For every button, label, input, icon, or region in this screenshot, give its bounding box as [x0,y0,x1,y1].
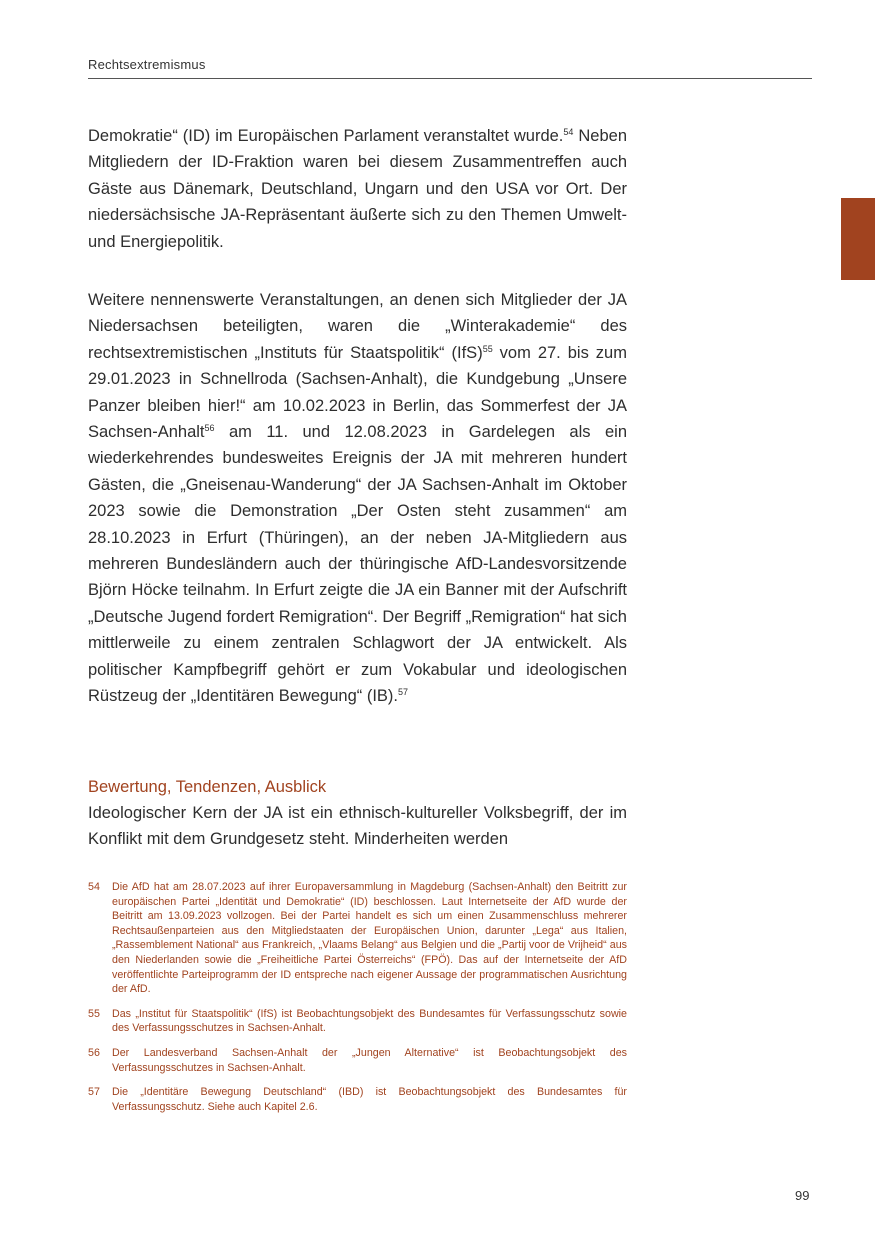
paragraph-2-part-a: Weitere nennenswerte Veranstaltungen, an denen sich Mitglieder der JA Niedersachsen beteiligten, waren die „Winterakademie“ des rechtsextremistischen „Instituts für Staatspolitik“ (IfS) [88,291,627,362]
footnote-text: Der Landesverband Sachsen-Anhalt der „Jungen Alternative“ ist Beobachtungsobjekt des Verfassungsschutzes in Sachsen-Anhalt. [112,1046,627,1074]
paragraph-1-rest: Neben Mitgliedern der ID-Fraktion waren bei diesem Zusammentreffen auch Gäste aus Dänemark, Deutschland, Ungarn und den USA vor Ort. Der niedersächsische JA-Repräsentant äußerte sich zu den Themen Umwelt- und Energiepolitik. [88,127,627,251]
footnote-number: 55 [88,1007,100,1020]
footnote-text: Das „Institut für Staatspolitik“ (IfS) ist Beobachtungsobjekt des Bundesamtes für Verfassungsschutz sowie des Verfassungsschutzes in Sachsen-Anhalt. [112,1007,627,1035]
footnote-ref-56[interactable]: 56 [204,423,215,434]
footnote-number: 54 [88,881,100,893]
paragraph-2-part-b: vom 27. bis zum 29.01.2023 in Schnellroda (Sachsen-Anhalt), die Kundgebung „Unsere Panzer bleiben hier!“ am 10.02.2023 in Berlin, das Sommerfest der JA Sachsen-Anhalt [88,343,627,442]
page-number: 99 [795,1188,810,1203]
footnote-ref-57[interactable]: 57 [398,687,409,698]
header-divider [88,78,812,79]
footnote-text: Die „Identitäre Bewegung Deutschland“ (IBD) ist Beobachtungsobjekt des Bundesamtes für Verfassungsschutz. Siehe auch Kapitel 2.6. [112,1086,627,1113]
footnote-ref-54[interactable]: 54 [563,127,574,137]
paragraph-1 [88,123,627,255]
footnote-55 [88,1007,627,1036]
footnotes-block [88,880,627,1124]
paragraph-3 [88,800,627,853]
footnote-number: 57 [88,1086,100,1099]
footnote-54 [88,880,627,997]
paragraph-3-text: Ideologischer Kern der JA ist ein ethnisch-kultureller Volksbegriff, der im Konflikt mit dem Grundgesetz steht. Minderheiten werden [88,804,627,849]
paragraph-1-text: Demokratie“ (ID) im Europäischen Parlament veranstaltet wurde. [88,127,564,145]
running-header: Rechtsextremismus [88,57,206,72]
footnote-56 [88,1046,627,1075]
footnote-text: Die AfD hat am 28.07.2023 auf ihrer Europaversammlung in Magdeburg (Sachsen-Anhalt) den Beitritt zur europäischen Partei „Identität und Demokratie“ (ID) beschlossen. Laut Internetseite der AfD wurde der Beitritt am 13.09.2023 vollzogen. Bei der Partei handelt es sich um einen Zusammenschluss mehrerer Rechtsaußenparteien aus den Mitgliedstaaten der Europäischen Union, darunter „Lega“ aus Italien, „Rassemblement National“ aus Frankreich, „Vlaams Belang“ aus Belgien und die „Partij voor de Vrijheid“ aus den Niederlanden sowie die „Freiheitliche Partei Österreichs“ (FPÖ). Das auf der Internetseite der AfD veröffentlichte Parteiprogramm der ID entspreche nach eigener Aussage der programmatischen Ausrichtung der AfD. [112,881,627,996]
footnote-57 [88,1085,627,1114]
footnote-ref-55[interactable]: 55 [482,343,493,354]
chapter-tab-marker [841,198,875,280]
paragraph-2-part-c: am 11. und 12.08.2023 in Gardelegen als ein wiederkehrendes bundesweites Ereignis der JA mit mehreren hundert Gästen, die „Gneisenau-Wanderung“ der JA Sachsen-Anhalt im Oktober 2023 sowie die Demonstration „Der Osten steht zusammen“ am 28.10.2023 in Erfurt (Thüringen), an der neben JA-Mitgliedern aus mehreren Bundesländern auch der thüringische AfD-Landesvorsitzende Björn Höcke teilnahm. In Erfurt zeigte die JA ein Banner mit der Aufschrift „Deutsche Jugend fordert Remigration“. Der Begriff „Remigration“ hat sich mittlerweile zu einem zentralen Schlagwort der JA entwickelt. Als politischer Kampfbegriff gehört er zum Vokabular und ideologischen Rüstzeug der „Identitären Bewegung“ (IB). [88,423,627,706]
paragraph-2 [88,287,627,710]
footnote-number: 56 [88,1046,100,1059]
section-heading: Bewertung, Tendenzen, Ausblick [88,778,327,796]
